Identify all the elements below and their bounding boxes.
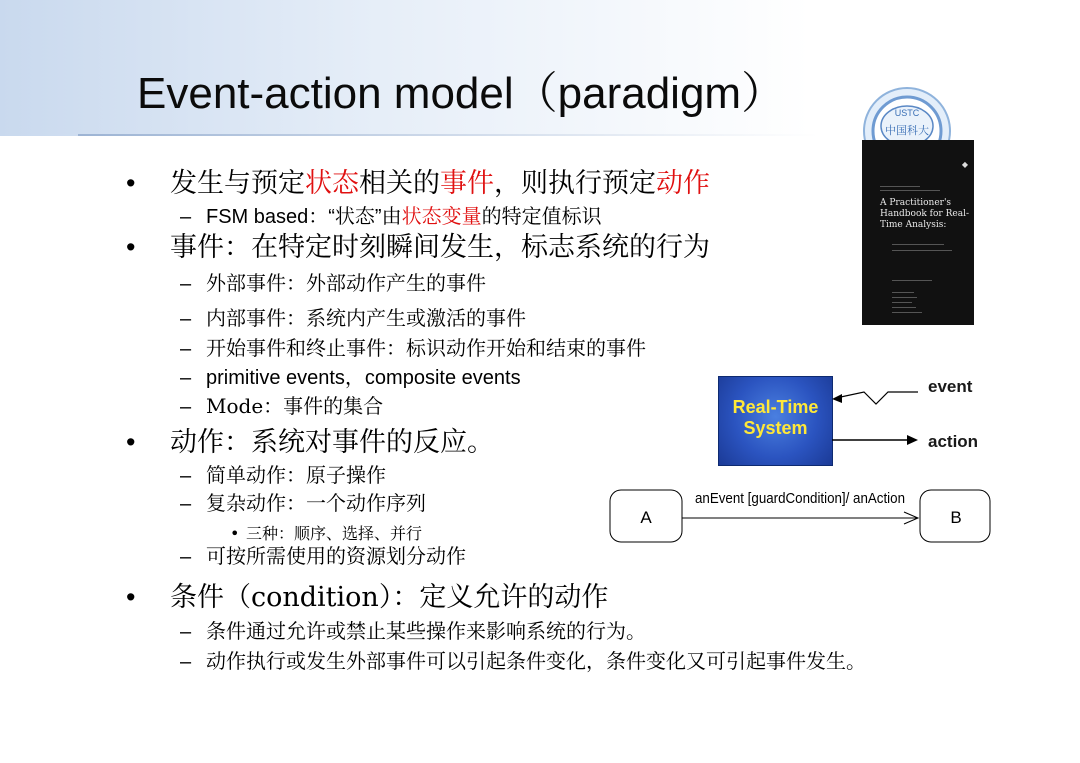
bullet-text: 可按所需使用的资源划分动作 [206,544,466,568]
bullet-state-event-action: • 发生与预定状态相关的事件，则执行预定动作 [126,168,710,199]
subbullet-complex-action: – 复杂动作：一个动作序列 [180,491,426,515]
subbullet-start-end-events: – 开始事件和终止事件：标识动作开始和结束的事件 [180,336,646,360]
bullet-text: 简单动作：原子操作 [206,463,386,487]
bullet-run: 发生与预定 [170,168,305,199]
subbullet-internal-events: – 内部事件：系统内产生或激活的事件 [180,306,526,330]
bullet-run-highlight: 动作 [656,168,710,199]
bullet-run: FSM based：“状态”由 [206,206,402,228]
subbullet-condition-change: – 动作执行或发生外部事件可以引起条件变化，条件变化又可引起事件发生。 [180,649,866,673]
bullet-text: 复杂动作：一个动作序列 [206,491,426,515]
bullet-run-highlight: 状态变量 [401,204,482,228]
bullet-text: 三种：顺序、选择、并行 [246,524,423,543]
bullet-run: 相关的 [359,168,440,199]
rts-label-line1: Real-Time [732,397,819,417]
bullet-text: 开始事件和终止事件：标识动作开始和结束的事件 [206,336,646,360]
bullet-text: 动作：系统对事件的反应。 [170,427,494,458]
action-arrowhead [907,435,918,445]
state-a-label: A [640,508,652,527]
subbullet-fsm-based: – FSM based：“状态”由状态变量的特定值标识 [180,204,602,228]
bullet-run: ，则执行预定 [494,168,656,199]
bullet-run: 的特定值标识 [481,204,602,228]
bullet-condition: • 条件（condition）：定义允许的动作 [126,582,609,613]
bullet-actions: • 动作：系统对事件的反应。 [126,427,494,458]
subbullet-simple-action: – 简单动作：原子操作 [180,463,386,487]
logo-top-text: USTC [894,108,920,118]
event-label: event [928,377,973,396]
bullet-run-highlight: 状态 [305,168,359,199]
event-arrow [836,392,918,404]
rts-label-line2: System [743,418,808,438]
bullet-text: 条件（condition）：定义允许的动作 [170,582,609,613]
logo-middle-text: 中国科大 [885,124,929,137]
bullet-text: 动作执行或发生外部事件可以引起条件变化，条件变化又可引起事件发生。 [206,649,866,673]
subsubbullet-three-kinds: • 三种：顺序、选择、并行 [230,524,423,543]
bullet-text: 条件通过允许或禁止某些操作来影响系统的行为。 [206,619,646,643]
publisher-mark-icon: ◆ [961,160,968,169]
book-title: A Practitioner's Handbook for Real-Time Analysis: [880,198,969,230]
subbullet-resource-division: – 可按所需使用的资源划分动作 [180,544,466,568]
subbullet-condition-effect: – 条件通过允许或禁止某些操作来影响系统的行为。 [180,619,646,643]
slide-title: Event-action model（paradigm） [137,69,786,118]
bullet-text: Mode：事件的集合 [206,394,384,418]
bullet-events: • 事件：在特定时刻瞬间发生，标志系统的行为 [126,232,710,263]
action-label: action [928,432,979,451]
transition-label: anEvent [guardCondition]/ anAction [695,490,905,507]
event-arrowhead [832,394,842,403]
subbullet-primitive-composite: – primitive events，composite events [180,367,521,389]
bullet-text: primitive events，composite events [206,367,521,389]
subbullet-mode: – Mode：事件的集合 [180,394,384,418]
subbullet-external-events: – 外部事件：外部动作产生的事件 [180,271,486,295]
bullet-text: 事件：在特定时刻瞬间发生，标志系统的行为 [170,232,710,263]
bullet-text: 内部事件：系统内产生或激活的事件 [206,306,526,330]
bullet-run-highlight: 事件 [440,168,494,199]
state-b-label: B [950,508,962,527]
bullet-text: 外部事件：外部动作产生的事件 [206,271,486,295]
